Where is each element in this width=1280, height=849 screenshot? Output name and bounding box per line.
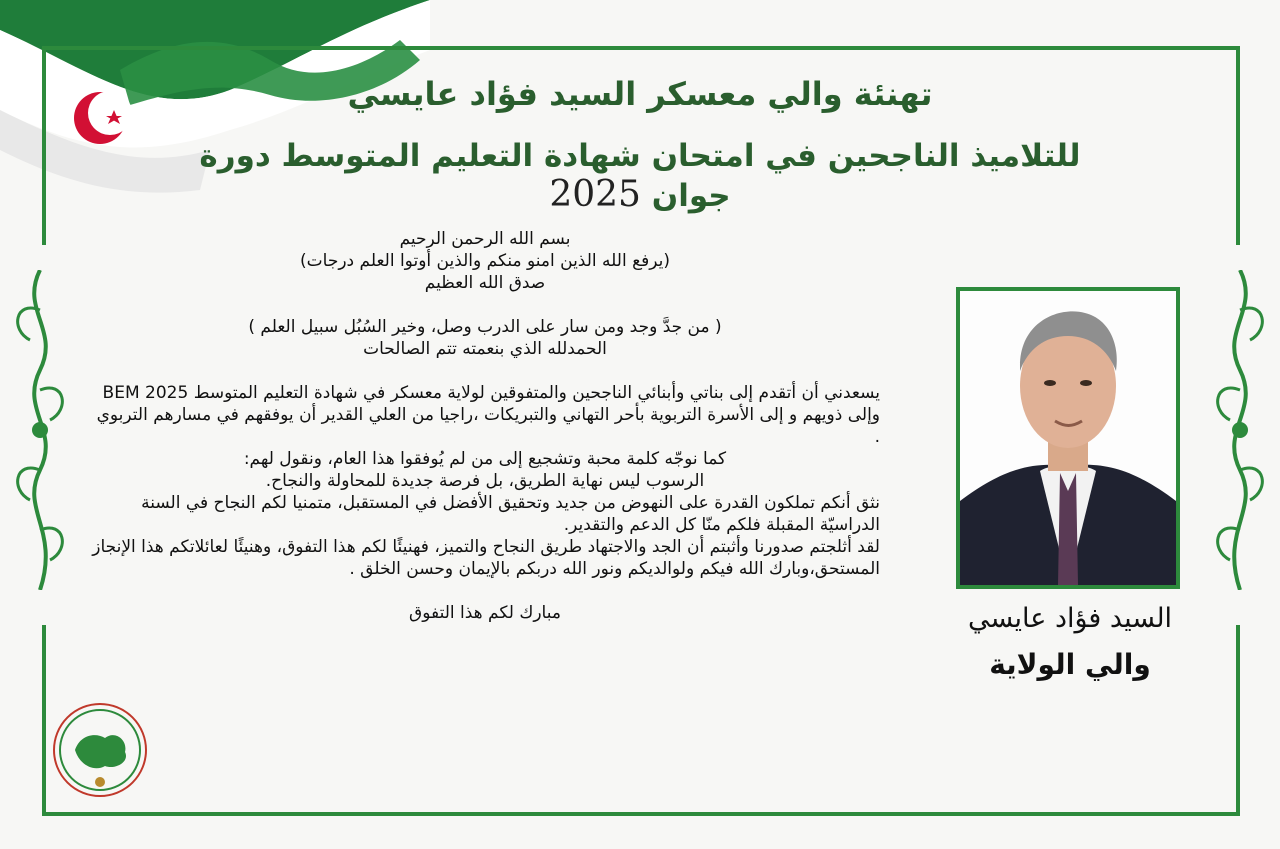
closing-paragraph: لقد أثلجتم صدورنا وأثبتم أن الجد والاجتهاد طريق النجاح والتميز، فهنيئًا لكم هذا التفوق، وهنيئًا لعائلاتكم هذا الإنجاز المستحق،وبارك الله فيكم ولوالديكم ونور الله دربكم بالإيمان وحسن الخلق . [92,537,880,579]
portrait-photo [956,287,1180,589]
floral-ornament-right [1210,270,1270,590]
title-line-2-text: للتلاميذ الناجحين في امتحان شهادة التعليم المتوسط دورة جوان [199,138,1081,214]
encourage-line-2: نثق أنكم تملكون القدرة على النهوض من جديد وتحقيق الأفضل في المستقبل، متمنيا لكم النجاح في السنة الدراسيّة المقبلة فلكم منّا كل الدعم والتقدير. [141,493,880,535]
portrait-illustration [960,291,1176,585]
floral-ornament-left [10,270,70,590]
basmala: بسم الله الرحمن الرحيم [399,229,571,249]
final-line: مبارك لكم هذا التفوق [409,603,561,623]
encourage-intro: كما نوجّه كلمة محبة وتشجيع إلى من لم يُوفقوا هذا العام، ونقول لهم: [243,449,727,469]
message-body [90,228,880,624]
encourage-line-1: الرسوب ليس نهاية الطريق، بل فرصة جديدة للمحاولة والنجاح. [265,471,705,491]
official-name: السيد فؤاد عايسي [967,603,1173,634]
title-line-2 [180,138,1100,215]
hamd: الحمدلله الذي بنعمته تتم الصالحات [363,339,607,359]
sadaqa: صدق الله العظيم [424,273,546,293]
congrats-paragraph: يسعدني أن أتقدم إلى بناتي وأبنائي الناجحين والمتفوقين لولاية معسكر في شهادة التعليم المتوسط BEM 2025 وإلى ذويهم و إلى الأسرة التربوية بأحر التهاني والتبريكات ،راجيا من العلي القدير أن يوفقهم في مسارهم التربوي . [96,383,880,447]
wilaya-logo [50,700,150,800]
proverb: ( من جدَّ وجد ومن سار على الدرب وصل، وخير السُبُل سبيل العلم ) [248,317,722,337]
title-year: 2025 [549,174,641,215]
verse: (يرفع الله الذين امنو منكم والذين أوتوا العلم درجات) [300,251,670,271]
official-role: والي الولاية [989,648,1151,681]
title-line-1: تهنئة والي معسكر السيد فؤاد عايسي [347,75,933,113]
